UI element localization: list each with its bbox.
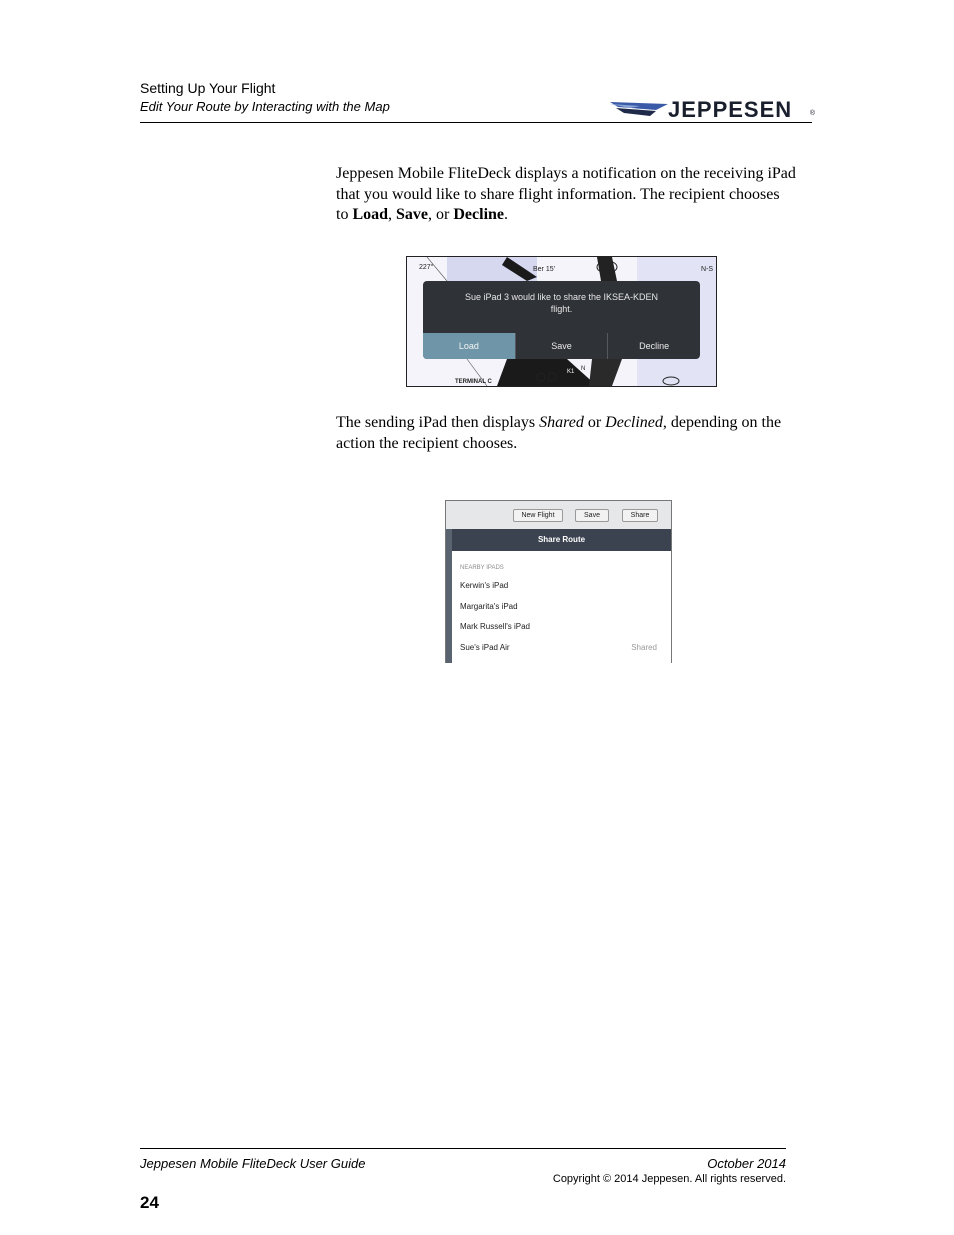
footer-copyright: Copyright © 2014 Jeppesen. All rights reserved. — [552, 1173, 786, 1185]
save-term: Save — [396, 206, 429, 223]
popover-title: Share Route — [452, 529, 671, 551]
toolbar — [446, 501, 671, 529]
paragraph-sending-ipad: The sending iPad then displays Shared or Declined, depending on the action the recipient chooses. — [336, 414, 782, 452]
jeppesen-logo — [610, 96, 815, 122]
share-route-screenshot — [445, 500, 672, 663]
new-flight-button[interactable]: New Flight — [513, 509, 563, 522]
footer-date: October 2014 — [707, 1156, 786, 1171]
load-button[interactable]: Load — [423, 333, 515, 359]
share-notification-dialog — [423, 281, 700, 359]
decline-button[interactable]: Decline — [607, 333, 700, 359]
map-label-terminal: TERMINAL C — [455, 379, 492, 385]
map-label-ber: Ber 15' — [533, 266, 555, 273]
save-button[interactable]: Save — [515, 333, 608, 359]
header-subsection-title: Edit Your Route by Interacting with the Map — [140, 99, 390, 114]
list-item[interactable]: Margarita's iPad — [460, 602, 518, 611]
header-section-title: Setting Up Your Flight — [140, 80, 276, 96]
logo-wing-icon — [610, 100, 670, 120]
notification-message: Sue iPad 3 would like to share the IKSEA-KDEN flight. — [464, 292, 659, 314]
paragraph-notification: Jeppesen Mobile FliteDeck displays a notification on the receiving iPad that you would like to share flight information. The recipient chooses to Load, Save, or Decline. — [336, 165, 796, 223]
list-item[interactable]: Sue's iPad Air Shared — [460, 643, 657, 652]
footer-guide-title: Jeppesen Mobile FliteDeck User Guide — [140, 1156, 366, 1171]
save-button[interactable]: Save — [575, 509, 609, 522]
load-term: Load — [352, 206, 389, 223]
notification-screenshot — [406, 256, 717, 387]
map-label-19: 19 — [601, 263, 610, 272]
nearby-ipads-label: NEARBY IPADS — [460, 565, 504, 571]
decline-term: Decline — [453, 206, 505, 223]
logo-registered-mark: ® — [809, 110, 815, 117]
page-number: 24 — [140, 1193, 159, 1212]
map-label-ns: N-S — [701, 266, 714, 273]
logo-wordmark: JEPPESEN — [668, 97, 793, 122]
share-route-popover — [452, 529, 671, 663]
share-button[interactable]: Share — [622, 509, 658, 522]
map-label-heading: 227° — [419, 264, 434, 271]
shared-term: Shared — [539, 414, 584, 431]
footer-rule — [140, 1148, 786, 1149]
map-label-k1: K1 — [567, 369, 575, 375]
header-rule — [140, 122, 812, 123]
notification-buttons — [423, 333, 700, 359]
list-item[interactable]: Mark Russell's iPad — [460, 622, 530, 631]
map-label-n: N — [581, 366, 586, 372]
shared-status: Shared — [631, 643, 657, 652]
list-item[interactable]: Kerwin's iPad — [460, 581, 509, 590]
declined-term: Declined — [605, 414, 663, 431]
